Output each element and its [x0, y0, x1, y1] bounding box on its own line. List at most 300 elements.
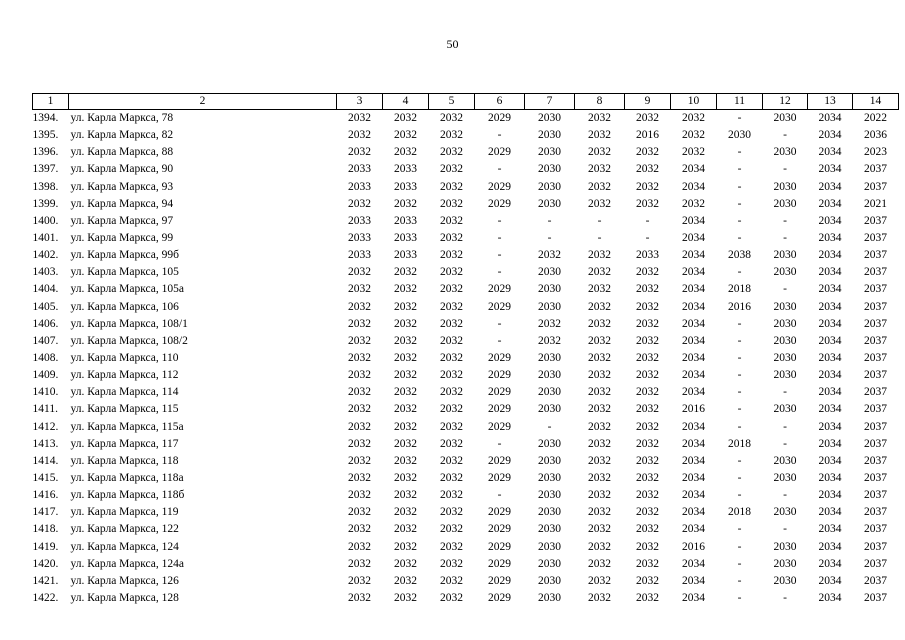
year-cell: 2032 — [440, 249, 463, 262]
year-cell: 2032 — [636, 197, 659, 210]
address-cell: ул. Карла Маркса, 114 — [70, 386, 179, 399]
year-cell: 2032 — [588, 266, 611, 279]
year-cell: - — [497, 317, 502, 330]
row-number-cell: 1409. — [32, 369, 59, 382]
year-cell: 2016 — [728, 300, 751, 313]
address-cell: ул. Карла Маркса, 126 — [70, 574, 179, 587]
address-cell: ул. Карла Маркса, 118б — [70, 489, 185, 502]
address-cell: ул. Карла Маркса, 90 — [70, 163, 174, 176]
year-cell: 2037 — [864, 386, 887, 399]
year-cell: - — [497, 232, 502, 245]
year-cell: 2032 — [394, 317, 417, 330]
table-row — [33, 350, 899, 367]
year-cell: 2032 — [636, 266, 659, 279]
year-cell: - — [737, 369, 742, 382]
column-header-12: 12 — [763, 94, 808, 110]
year-cell: 2032 — [440, 334, 463, 347]
year-cell: 2032 — [682, 197, 705, 210]
year-cell: 2032 — [348, 523, 371, 536]
year-cell: 2034 — [818, 472, 842, 485]
address-cell: ул. Карла Маркса, 97 — [70, 214, 174, 227]
year-cell: 2032 — [636, 163, 659, 176]
year-cell: 2032 — [682, 129, 705, 142]
year-cell: - — [497, 249, 502, 262]
year-cell: 2034 — [682, 283, 705, 296]
table-row — [33, 281, 899, 298]
year-cell: - — [737, 352, 742, 365]
year-cell: 2029 — [488, 386, 511, 399]
year-cell: 2032 — [588, 369, 611, 382]
year-cell: 2030 — [538, 146, 561, 159]
year-cell: 2033 — [348, 249, 371, 262]
year-cell: 2032 — [348, 489, 371, 502]
row-number-cell: 1417. — [32, 506, 59, 519]
row-number-cell: 1405. — [32, 300, 59, 313]
year-cell: 2037 — [864, 352, 887, 365]
year-cell: 2032 — [394, 386, 417, 399]
year-cell: 2034 — [818, 574, 842, 587]
year-cell: 2030 — [773, 454, 797, 467]
year-cell: - — [737, 180, 742, 193]
year-cell: 2030 — [773, 369, 797, 382]
table-row — [33, 247, 899, 264]
year-cell: - — [497, 489, 502, 502]
year-cell: 2032 — [440, 129, 463, 142]
year-cell: 2038 — [728, 249, 751, 262]
year-cell: 2034 — [818, 249, 842, 262]
year-cell: 2032 — [394, 489, 417, 502]
year-cell: 2032 — [636, 317, 659, 330]
year-cell: 2033 — [394, 232, 417, 245]
year-cell: 2032 — [348, 129, 371, 142]
table-row — [33, 539, 899, 556]
year-cell: - — [737, 214, 742, 227]
year-cell: 2037 — [864, 283, 887, 296]
year-cell: 2030 — [773, 300, 797, 313]
address-cell: ул. Карла Маркса, 124 — [70, 540, 179, 553]
year-cell: 2029 — [488, 352, 511, 365]
column-header-13: 13 — [808, 94, 853, 110]
address-cell: ул. Карла Маркса, 118 — [70, 454, 179, 467]
year-cell: 2037 — [864, 454, 887, 467]
year-cell: 2034 — [818, 454, 842, 467]
row-number-cell: 1406. — [32, 317, 59, 330]
year-cell: 2032 — [588, 197, 611, 210]
year-cell: - — [497, 129, 502, 142]
year-cell: 2034 — [682, 249, 705, 262]
year-cell: 2032 — [394, 129, 417, 142]
table-row — [33, 230, 899, 247]
year-cell: 2032 — [440, 592, 463, 604]
year-cell: 2032 — [588, 523, 611, 536]
year-cell: 2032 — [588, 557, 611, 570]
year-cell: 2034 — [818, 232, 842, 245]
year-cell: - — [497, 214, 502, 227]
year-cell: 2029 — [488, 369, 511, 382]
year-cell: 2032 — [348, 266, 371, 279]
year-cell: 2032 — [394, 403, 417, 416]
year-cell: 2029 — [488, 454, 511, 467]
year-cell: 2034 — [682, 369, 705, 382]
year-cell: - — [737, 146, 742, 159]
year-cell: 2030 — [773, 249, 797, 262]
address-cell: ул. Карла Маркса, 106 — [70, 300, 179, 313]
year-cell: 2032 — [588, 317, 611, 330]
year-cell: 2034 — [682, 300, 705, 313]
year-cell: 2037 — [864, 214, 887, 227]
year-cell: 2037 — [864, 506, 887, 519]
address-cell: ул. Карла Маркса, 78 — [70, 112, 174, 125]
address-cell: ул. Карла Маркса, 94 — [70, 197, 174, 210]
year-cell: 2030 — [773, 506, 797, 519]
row-number-cell: 1397. — [32, 163, 59, 176]
table-row — [33, 161, 899, 178]
table-row — [33, 127, 899, 144]
year-cell: 2032 — [394, 334, 417, 347]
year-cell: 2037 — [864, 266, 887, 279]
year-cell: 2037 — [864, 472, 887, 485]
year-cell: 2032 — [348, 334, 371, 347]
year-cell: 2034 — [682, 557, 705, 570]
year-cell: 2030 — [773, 557, 797, 570]
year-cell: 2030 — [538, 540, 561, 553]
year-cell: 2032 — [348, 574, 371, 587]
year-cell: 2030 — [773, 334, 797, 347]
year-cell: 2037 — [864, 163, 887, 176]
year-cell: 2034 — [818, 129, 842, 142]
year-cell: 2033 — [394, 180, 417, 193]
table-row — [33, 213, 899, 230]
year-cell: 2032 — [440, 574, 463, 587]
year-cell: - — [497, 437, 502, 450]
table-row — [33, 556, 899, 573]
year-cell: 2034 — [682, 454, 705, 467]
table-row — [33, 299, 899, 316]
year-cell: 2032 — [636, 283, 659, 296]
year-cell: - — [497, 163, 502, 176]
year-cell: - — [737, 592, 742, 604]
year-cell: 2032 — [588, 540, 611, 553]
year-cell: 2034 — [682, 437, 705, 450]
year-cell: - — [737, 472, 742, 485]
year-cell: 2037 — [864, 300, 887, 313]
year-cell: 2032 — [440, 489, 463, 502]
address-cell: ул. Карла Маркса, 99 — [70, 232, 174, 245]
year-cell: 2032 — [394, 146, 417, 159]
table-body — [33, 110, 899, 608]
year-cell: 2032 — [636, 369, 659, 382]
year-cell: - — [783, 386, 787, 399]
year-cell: 2030 — [538, 472, 561, 485]
year-cell: 2032 — [588, 506, 611, 519]
year-cell: 2032 — [440, 437, 463, 450]
year-cell: 2030 — [538, 129, 561, 142]
row-number-cell: 1398. — [32, 180, 59, 193]
year-cell: 2032 — [440, 146, 463, 159]
year-cell: - — [547, 232, 552, 245]
year-cell: 2032 — [440, 420, 463, 433]
year-cell: 2021 — [864, 197, 887, 210]
year-cell: 2030 — [538, 454, 561, 467]
year-cell: 2032 — [440, 283, 463, 296]
year-cell: 2032 — [636, 592, 659, 604]
year-cell: 2037 — [864, 420, 887, 433]
year-cell: 2032 — [588, 386, 611, 399]
year-cell: 2032 — [636, 352, 659, 365]
table-row — [33, 436, 899, 453]
year-cell: 2037 — [864, 232, 887, 245]
year-cell: 2034 — [818, 197, 842, 210]
row-number-cell: 1412. — [32, 420, 59, 433]
address-cell: ул. Карла Маркса, 88 — [70, 146, 174, 159]
year-cell: 2034 — [818, 420, 842, 433]
year-cell: 2032 — [636, 489, 659, 502]
year-cell: 2032 — [588, 592, 611, 604]
address-cell: ул. Карла Маркса, 105 — [70, 266, 179, 279]
year-cell: 2032 — [348, 557, 371, 570]
year-cell: 2032 — [440, 403, 463, 416]
year-cell: - — [783, 214, 787, 227]
year-cell: 2032 — [636, 540, 659, 553]
year-cell: 2032 — [636, 420, 659, 433]
year-cell: 2030 — [538, 574, 561, 587]
row-number-cell: 1410. — [32, 386, 59, 399]
row-number-cell: 1407. — [32, 334, 59, 347]
year-cell: 2032 — [588, 437, 611, 450]
year-cell: 2018 — [728, 437, 751, 450]
year-cell: 2029 — [488, 300, 511, 313]
column-header-6: 6 — [475, 94, 525, 110]
table-row — [33, 110, 899, 128]
year-cell: 2032 — [636, 386, 659, 399]
table-row — [33, 401, 899, 418]
row-number-cell: 1420. — [32, 557, 59, 570]
year-cell: 2032 — [394, 112, 417, 125]
year-cell: 2032 — [348, 352, 371, 365]
year-cell: - — [737, 540, 742, 553]
table-row — [33, 367, 899, 384]
year-cell: 2032 — [588, 146, 611, 159]
year-cell: 2034 — [818, 300, 842, 313]
year-cell: 2032 — [440, 557, 463, 570]
year-cell: 2034 — [682, 163, 705, 176]
year-cell: - — [737, 403, 742, 416]
year-cell: 2032 — [394, 523, 417, 536]
address-cell: ул. Карла Маркса, 108/1 — [70, 317, 188, 330]
table-row — [33, 470, 899, 487]
year-cell: 2032 — [636, 334, 659, 347]
year-cell: 2030 — [538, 352, 561, 365]
table-row — [33, 453, 899, 470]
year-cell: 2034 — [682, 420, 705, 433]
year-cell: - — [783, 523, 787, 536]
address-cell: ул. Карла Маркса, 118а — [70, 472, 184, 485]
year-cell: 2032 — [348, 420, 371, 433]
year-cell: 2032 — [348, 369, 371, 382]
year-cell: 2032 — [348, 592, 371, 604]
row-number-cell: 1402. — [32, 249, 59, 262]
year-cell: 2034 — [682, 214, 705, 227]
year-cell: 2032 — [588, 283, 611, 296]
year-cell: - — [737, 266, 742, 279]
year-cell: 2032 — [440, 180, 463, 193]
address-cell: ул. Карла Маркса, 115 — [70, 403, 179, 416]
table-row — [33, 590, 899, 607]
year-cell: 2032 — [348, 146, 371, 159]
year-cell: 2032 — [440, 454, 463, 467]
year-cell: 2032 — [636, 300, 659, 313]
year-cell: 2030 — [773, 197, 797, 210]
year-cell: 2033 — [394, 214, 417, 227]
row-number-cell: 1416. — [32, 489, 59, 502]
year-cell: 2029 — [488, 557, 511, 570]
row-number-cell: 1408. — [32, 352, 59, 365]
row-number-cell: 1403. — [32, 266, 59, 279]
row-number-cell: 1418. — [32, 523, 59, 536]
year-cell: 2030 — [773, 112, 797, 125]
year-cell: 2032 — [636, 557, 659, 570]
year-cell: 2034 — [818, 523, 842, 536]
year-cell: 2032 — [538, 249, 561, 262]
year-cell: 2037 — [864, 403, 887, 416]
year-cell: 2032 — [588, 352, 611, 365]
year-cell: 2034 — [818, 146, 842, 159]
year-cell: - — [737, 317, 742, 330]
row-number-cell: 1395. — [32, 129, 59, 142]
table-row — [33, 196, 899, 213]
year-cell: - — [597, 232, 602, 245]
address-cell: ул. Карла Маркса, 99б — [70, 249, 180, 262]
year-cell: 2034 — [818, 557, 842, 570]
table-row — [33, 144, 899, 161]
year-cell: 2032 — [394, 352, 417, 365]
year-cell: 2033 — [348, 180, 371, 193]
year-cell: 2034 — [682, 334, 705, 347]
year-cell: 2032 — [348, 540, 371, 553]
row-number-cell: 1419. — [32, 540, 59, 553]
year-cell: 2032 — [636, 454, 659, 467]
row-number-cell: 1421. — [32, 574, 59, 587]
year-cell: 2032 — [588, 129, 611, 142]
table-row — [33, 573, 899, 590]
column-header-3: 3 — [337, 94, 383, 110]
year-cell: - — [737, 386, 742, 399]
row-number-cell: 1415. — [32, 472, 59, 485]
year-cell: 2030 — [773, 146, 797, 159]
year-cell: 2032 — [348, 454, 371, 467]
year-cell: - — [737, 197, 742, 210]
year-cell: 2037 — [864, 540, 887, 553]
year-cell: 2032 — [348, 403, 371, 416]
year-cell: 2030 — [538, 592, 561, 604]
year-cell: 2034 — [818, 489, 842, 502]
year-cell: 2029 — [488, 420, 511, 433]
year-cell: 2032 — [440, 472, 463, 485]
year-cell: 2034 — [682, 592, 705, 604]
year-cell: - — [737, 420, 742, 433]
year-cell: 2032 — [636, 112, 659, 125]
year-cell: 2032 — [348, 112, 371, 125]
year-cell: 2032 — [588, 112, 611, 125]
year-cell: 2034 — [818, 214, 842, 227]
year-cell: 2034 — [682, 232, 705, 245]
year-cell: 2016 — [682, 540, 705, 553]
table-header-row — [33, 94, 899, 110]
row-number-cell: 1399. — [32, 197, 59, 210]
address-cell: ул. Карла Маркса, 117 — [70, 437, 179, 450]
year-cell: 2034 — [682, 352, 705, 365]
table-row — [33, 179, 899, 196]
year-cell: 2030 — [538, 386, 561, 399]
row-number-cell: 1411. — [32, 403, 58, 416]
year-cell: 2022 — [864, 112, 887, 125]
column-header-1: 1 — [33, 94, 69, 110]
year-cell: 2030 — [773, 317, 797, 330]
year-cell: - — [737, 557, 742, 570]
year-cell: 2029 — [488, 472, 511, 485]
year-cell: - — [737, 232, 742, 245]
year-cell: 2032 — [348, 506, 371, 519]
year-cell: - — [497, 266, 502, 279]
table-row — [33, 316, 899, 333]
address-cell: ул. Карла Маркса, 82 — [70, 129, 174, 142]
year-cell: - — [645, 232, 650, 245]
year-cell: 2030 — [538, 180, 561, 193]
year-cell: - — [783, 232, 787, 245]
year-cell: 2032 — [348, 472, 371, 485]
year-cell: 2032 — [440, 163, 463, 176]
year-cell: - — [497, 334, 502, 347]
year-cell: 2034 — [818, 506, 842, 519]
year-cell: - — [737, 523, 742, 536]
table-row — [33, 333, 899, 350]
year-cell: 2034 — [818, 317, 842, 330]
year-cell: 2032 — [394, 540, 417, 553]
year-cell: - — [547, 420, 552, 433]
year-cell: 2016 — [636, 129, 659, 142]
year-cell: 2037 — [864, 369, 887, 382]
year-cell: 2029 — [488, 592, 511, 604]
year-cell: 2034 — [818, 540, 842, 553]
schedule-table — [32, 93, 899, 607]
year-cell: 2033 — [394, 249, 417, 262]
year-cell: 2033 — [348, 232, 371, 245]
year-cell: 2029 — [488, 180, 511, 193]
year-cell: 2032 — [636, 403, 659, 416]
year-cell: 2016 — [682, 403, 705, 416]
year-cell: 2034 — [682, 489, 705, 502]
year-cell: 2029 — [488, 112, 511, 125]
year-cell: - — [547, 214, 552, 227]
year-cell: 2030 — [538, 557, 561, 570]
year-cell: - — [783, 437, 787, 450]
year-cell: 2029 — [488, 540, 511, 553]
year-cell: - — [783, 592, 787, 604]
year-cell: 2032 — [440, 214, 463, 227]
year-cell: 2032 — [394, 369, 417, 382]
year-cell: 2032 — [588, 334, 611, 347]
year-cell: 2030 — [538, 437, 561, 450]
year-cell: 2032 — [440, 523, 463, 536]
address-cell: ул. Карла Маркса, 119 — [70, 506, 179, 519]
table-row — [33, 264, 899, 281]
year-cell: 2018 — [728, 506, 751, 519]
year-cell: 2030 — [728, 129, 751, 142]
year-cell: 2030 — [538, 369, 561, 382]
year-cell: 2034 — [818, 266, 842, 279]
year-cell: 2033 — [394, 163, 417, 176]
year-cell: 2032 — [440, 369, 463, 382]
